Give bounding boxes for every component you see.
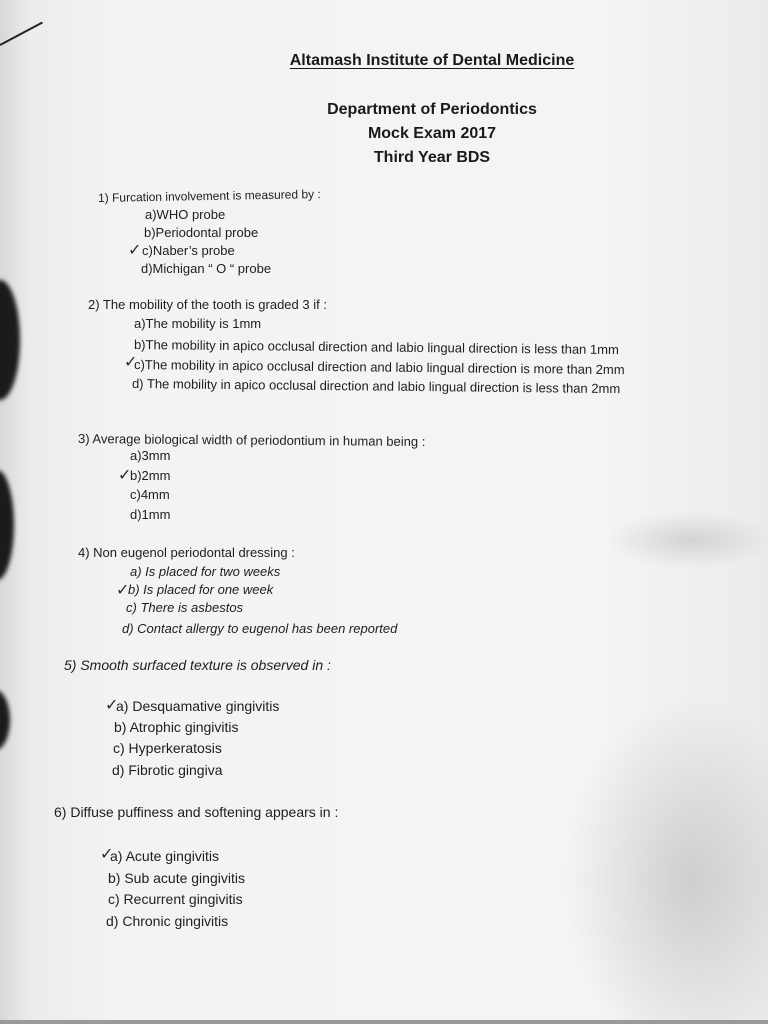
q6-option-d: d) Chronic gingivitis	[106, 913, 229, 929]
q1-option-d: d)Michigan “ O “ probe	[141, 261, 272, 276]
question-2: 2) The mobility of the tooth is graded 3 if :	[88, 297, 327, 312]
q5-option-c: c) Hyperkeratosis	[113, 740, 222, 756]
q4-option-d: d) Contact allergy to eugenol has been reported	[122, 621, 398, 636]
q4-option-c: c) There is asbestos	[126, 600, 244, 615]
year-title: Third Year BDS	[373, 149, 491, 166]
answer-tick-mark: ✓	[105, 695, 119, 714]
q3-option-c: c)4mm	[130, 487, 170, 502]
q1-option-c: c)Naber’s probe	[142, 243, 235, 258]
q4-option-b: b) Is placed for one week	[128, 582, 274, 597]
answer-tick-mark: ✓	[116, 580, 130, 599]
q6-option-c: c) Recurrent gingivitis	[108, 891, 243, 907]
exam-title: Mock Exam 2017	[367, 125, 497, 142]
q2-option-c: c)The mobility in apico occlusal direction and labio lingual direction is more than 2mm	[133, 357, 625, 378]
page-bottom-edge	[0, 1020, 768, 1024]
department-title: Department of Periodontics	[327, 101, 537, 118]
q5-option-d: d) Fibrotic gingiva	[112, 762, 223, 778]
pen-stroke	[0, 22, 43, 46]
q2-option-a: a)The mobility is 1mm	[134, 316, 262, 331]
q4-option-a: a) Is placed for two weeks	[130, 564, 281, 579]
page-edge-shadow	[0, 470, 14, 580]
q1-option-a: a)WHO probe	[145, 207, 226, 222]
answer-tick-mark: ✓	[124, 352, 138, 371]
question-1: 1) Furcation involvement is measured by :	[97, 187, 321, 205]
question-4: 4) Non eugenol periodontal dressing :	[78, 545, 295, 560]
q2-option-b: b)The mobility in apico occlusal direction and labio lingual direction is less than 1mm	[133, 337, 619, 358]
answer-tick-mark: ✓	[100, 844, 114, 863]
page-edge-shadow	[0, 690, 10, 750]
q6-option-a: a) Acute gingivitis	[110, 848, 219, 864]
page-edge-shadow	[0, 280, 20, 400]
q3-option-a: a)3mm	[130, 448, 171, 463]
q2-option-d: d) The mobility in apico occlusal direction and labio lingual direction is less than 2mm	[131, 376, 621, 397]
q6-option-b: b) Sub acute gingivitis	[108, 870, 245, 886]
answer-tick-mark: ✓	[128, 240, 142, 259]
q5-option-b: b) Atrophic gingivitis	[114, 719, 239, 735]
answer-tick-mark: ✓	[118, 465, 132, 484]
q5-option-a: a) Desquamative gingivitis	[116, 698, 280, 714]
question-5: 5) Smooth surfaced texture is observed in :	[64, 657, 331, 673]
question-6: 6) Diffuse puffiness and softening appears in :	[54, 804, 339, 820]
q1-option-b: b)Periodontal probe	[144, 225, 259, 240]
q3-option-d: d)1mm	[130, 507, 171, 522]
question-3: 3) Average biological width of periodontium in human being :	[77, 431, 426, 450]
q3-option-b: b)2mm	[130, 468, 171, 483]
institute-title: Altamash Institute of Dental Medicine	[289, 52, 575, 69]
